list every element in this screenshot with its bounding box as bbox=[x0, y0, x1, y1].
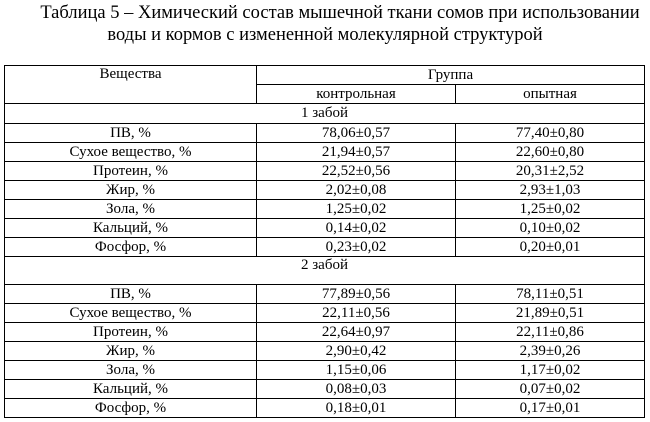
substance-name: ПВ, % bbox=[5, 124, 257, 143]
experimental-value: 77,40±0,80 bbox=[456, 124, 645, 143]
substance-name: Зола, % bbox=[5, 361, 257, 380]
control-value: 22,52±0,56 bbox=[257, 162, 456, 181]
experimental-value: 21,89±0,51 bbox=[456, 304, 645, 323]
table-row bbox=[5, 200, 645, 219]
header-group: Группа bbox=[257, 66, 645, 85]
substance-name: Кальций, % bbox=[5, 219, 257, 238]
control-value: 0,14±0,02 bbox=[257, 219, 456, 238]
experimental-value: 78,11±0,51 bbox=[456, 285, 645, 304]
section-row bbox=[5, 257, 645, 285]
table-row bbox=[5, 162, 645, 181]
table-row bbox=[5, 124, 645, 143]
substance-name: Жир, % bbox=[5, 181, 257, 200]
header-row bbox=[5, 66, 645, 85]
table-caption bbox=[0, 2, 650, 46]
substance-name: Кальций, % bbox=[5, 380, 257, 399]
section-label: 1 забой bbox=[5, 104, 645, 124]
experimental-value: 0,20±0,01 bbox=[456, 238, 645, 257]
control-value: 21,94±0,57 bbox=[257, 143, 456, 162]
control-value: 0,23±0,02 bbox=[257, 238, 456, 257]
control-value: 78,06±0,57 bbox=[257, 124, 456, 143]
experimental-value: 0,17±0,01 bbox=[456, 399, 645, 418]
control-value: 2,02±0,08 bbox=[257, 181, 456, 200]
experimental-value: 1,25±0,02 bbox=[456, 200, 645, 219]
substance-name: Зола, % bbox=[5, 200, 257, 219]
experimental-value: 2,39±0,26 bbox=[456, 342, 645, 361]
substance-name: Жир, % bbox=[5, 342, 257, 361]
experimental-value: 2,93±1,03 bbox=[456, 181, 645, 200]
control-value: 0,18±0,01 bbox=[257, 399, 456, 418]
control-value: 0,08±0,03 bbox=[257, 380, 456, 399]
table-row bbox=[5, 304, 645, 323]
header-control: контрольная bbox=[257, 85, 456, 104]
header-experimental: опытная bbox=[456, 85, 645, 104]
substance-name: Протеин, % bbox=[5, 162, 257, 181]
experimental-value: 22,60±0,80 bbox=[456, 143, 645, 162]
table-row bbox=[5, 380, 645, 399]
table-row bbox=[5, 342, 645, 361]
control-value: 1,25±0,02 bbox=[257, 200, 456, 219]
control-value: 77,89±0,56 bbox=[257, 285, 456, 304]
control-value: 1,15±0,06 bbox=[257, 361, 456, 380]
table-row bbox=[5, 399, 645, 418]
substance-name: Сухое вещество, % bbox=[5, 304, 257, 323]
table-row bbox=[5, 285, 645, 304]
control-value: 22,64±0,97 bbox=[257, 323, 456, 342]
experimental-value: 0,10±0,02 bbox=[456, 219, 645, 238]
experimental-value: 0,07±0,02 bbox=[456, 380, 645, 399]
substance-name: Фосфор, % bbox=[5, 238, 257, 257]
substance-name: Протеин, % bbox=[5, 323, 257, 342]
experimental-value: 1,17±0,02 bbox=[456, 361, 645, 380]
substance-name: Сухое вещество, % bbox=[5, 143, 257, 162]
caption-line-2: воды и кормов с измененной молекулярной структурой bbox=[107, 25, 543, 45]
experimental-value: 20,31±2,52 bbox=[456, 162, 645, 181]
table-row bbox=[5, 143, 645, 162]
control-value: 22,11±0,56 bbox=[257, 304, 456, 323]
table-row bbox=[5, 238, 645, 257]
caption-line-1: Таблица 5 – Химический состав мышечной ткани сомов при использовании bbox=[40, 3, 640, 23]
experimental-value: 22,11±0,86 bbox=[456, 323, 645, 342]
section-label: 2 забой bbox=[5, 257, 645, 285]
table-row bbox=[5, 219, 645, 238]
table-row bbox=[5, 323, 645, 342]
substance-name: Фосфор, % bbox=[5, 399, 257, 418]
substance-name: ПВ, % bbox=[5, 285, 257, 304]
header-substances: Вещества bbox=[5, 66, 257, 104]
table-row bbox=[5, 361, 645, 380]
chemical-composition-table bbox=[4, 65, 645, 418]
section-row bbox=[5, 104, 645, 124]
control-value: 2,90±0,42 bbox=[257, 342, 456, 361]
table-row bbox=[5, 181, 645, 200]
